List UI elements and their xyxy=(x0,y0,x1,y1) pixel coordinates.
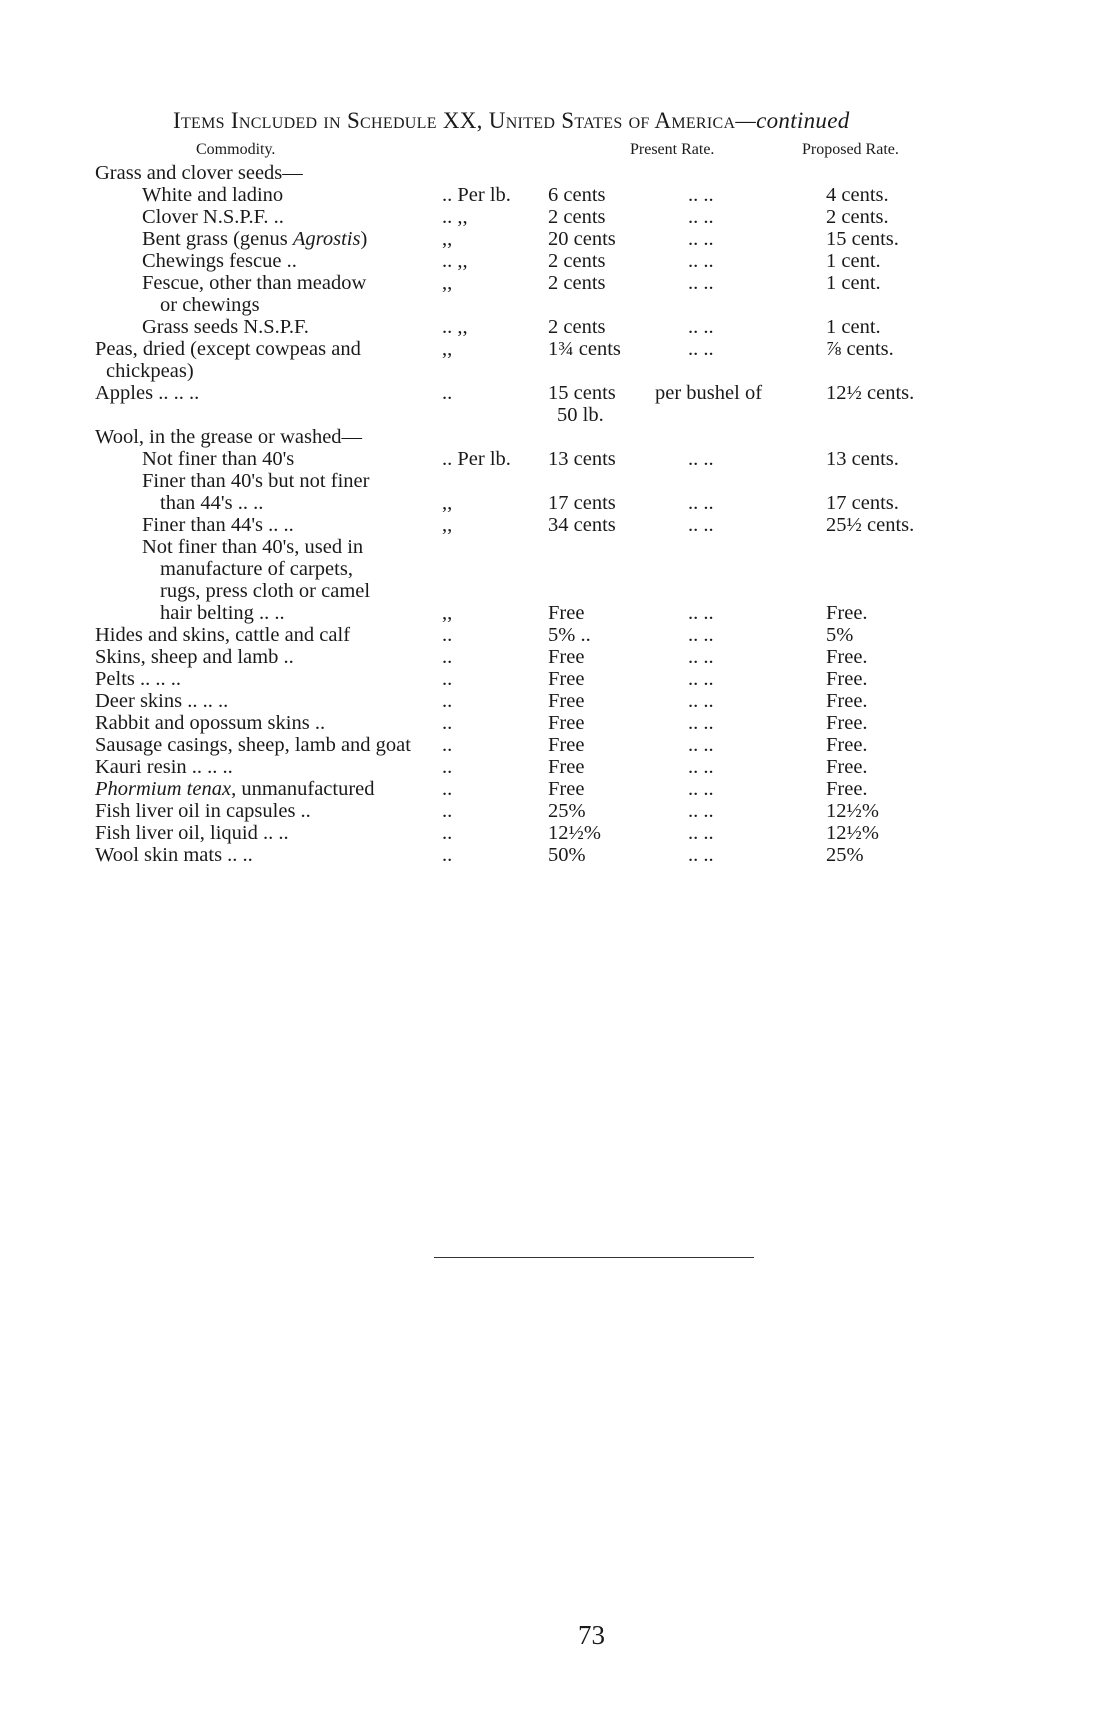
table-row xyxy=(0,624,1114,646)
proposed-rate-cell: 12½% xyxy=(826,822,879,844)
proposed-rate-cell: 15 cents. xyxy=(826,228,899,250)
proposed-rate-cell: 1 cent. xyxy=(826,272,881,294)
leader-cell: .. .. xyxy=(688,184,714,206)
leader-cell: .. .. xyxy=(688,822,714,844)
present-rate-cell: Free xyxy=(548,646,585,668)
unit-cell: .. xyxy=(442,646,453,668)
unit-cell: .. xyxy=(442,382,453,404)
unit-cell: .. xyxy=(442,756,453,778)
table-row xyxy=(0,822,1114,844)
commodity-cell: rugs, press cloth or camel xyxy=(160,580,371,602)
unit-cell: .. ,, xyxy=(442,250,468,272)
commodity-cell: Grass and clover seeds— xyxy=(95,162,303,184)
table-row xyxy=(0,536,1114,558)
proposed-rate-cell: 4 cents. xyxy=(826,184,889,206)
leader-cell: .. .. xyxy=(688,492,714,514)
table-row xyxy=(0,646,1114,668)
present-rate-cell: 12½% xyxy=(548,822,601,844)
table-row xyxy=(0,690,1114,712)
commodity-cell: Pelts .. .. .. xyxy=(95,668,181,690)
proposed-rate-cell: Free. xyxy=(826,734,868,756)
commodity-cell: Finer than 40's but not finer xyxy=(142,470,370,492)
proposed-rate-cell: 17 cents. xyxy=(826,492,899,514)
header-present-rate: Present Rate. xyxy=(630,141,715,158)
leader-cell: .. .. xyxy=(688,844,714,866)
present-rate-cell: Free xyxy=(548,712,585,734)
present-rate-cell: 6 cents xyxy=(548,184,606,206)
proposed-rate-cell: 25½ cents. xyxy=(826,514,915,536)
commodity-cell: Not finer than 40's, used in xyxy=(142,536,364,558)
leader-cell: .. .. xyxy=(688,690,714,712)
leader-cell: .. .. xyxy=(688,602,714,624)
present-rate-cell: 13 cents xyxy=(548,448,616,470)
unit-cell: .. xyxy=(442,778,453,800)
leader-cell: .. .. xyxy=(688,272,714,294)
commodity-cell: White and ladino xyxy=(142,184,284,206)
unit-cell: .. xyxy=(442,668,453,690)
proposed-rate-cell: 5% xyxy=(826,624,854,646)
unit-cell: .. Per lb. xyxy=(442,184,511,206)
unit-cell: .. xyxy=(442,822,453,844)
table-row xyxy=(0,602,1114,624)
present-rate-cell: 50% xyxy=(548,844,586,866)
commodity-cell: Phormium tenax, unmanufactured xyxy=(95,778,375,800)
proposed-rate-cell: ⅞ cents. xyxy=(826,338,894,360)
present-rate-cell: Free xyxy=(548,690,585,712)
commodity-cell: Hides and skins, cattle and calf xyxy=(95,624,351,646)
proposed-rate-cell: 12½% xyxy=(826,800,879,822)
leader-cell: .. .. xyxy=(688,756,714,778)
present-rate-cell: Free xyxy=(548,756,585,778)
table-row xyxy=(0,360,1114,382)
proposed-rate-cell: 1 cent. xyxy=(826,250,881,272)
commodity-cell: Bent grass (genus Agrostis) xyxy=(142,228,368,250)
present-rate-cell: 1¾ cents xyxy=(548,338,621,360)
commodity-cell: Fescue, other than meadow xyxy=(142,272,367,294)
table-row xyxy=(0,272,1114,294)
leader-cell: per bushel of xyxy=(655,382,763,404)
commodity-cell: Clover N.S.P.F. .. xyxy=(142,206,284,228)
table-row xyxy=(0,514,1114,536)
proposed-rate-cell: Free. xyxy=(826,712,868,734)
commodity-cell: chickpeas) xyxy=(106,360,194,382)
leader-cell: .. .. xyxy=(688,206,714,228)
header-commodity: Commodity. xyxy=(196,141,276,158)
table-row xyxy=(0,448,1114,470)
table-row xyxy=(0,756,1114,778)
table-row xyxy=(0,206,1114,228)
proposed-rate-cell: Free. xyxy=(826,756,868,778)
proposed-rate-cell: Free. xyxy=(826,668,868,690)
leader-cell: .. .. xyxy=(688,734,714,756)
present-rate-cell: 20 cents xyxy=(548,228,616,250)
leader-cell: .. .. xyxy=(688,316,714,338)
unit-cell: .. xyxy=(442,800,453,822)
leader-cell: .. .. xyxy=(688,624,714,646)
unit-cell: .. xyxy=(442,690,453,712)
table-row xyxy=(0,228,1114,250)
commodity-cell: Peas, dried (except cowpeas and xyxy=(95,338,361,360)
present-rate-cell: 2 cents xyxy=(548,272,606,294)
table-row xyxy=(0,778,1114,800)
leader-cell: .. .. xyxy=(688,338,714,360)
title-main: Items Included in Schedule XX, United States of America xyxy=(173,108,736,133)
unit-cell: .. ,, xyxy=(442,316,468,338)
leader-cell: .. .. xyxy=(688,668,714,690)
present-rate-cell: Free xyxy=(548,602,585,624)
present-rate-cell: 2 cents xyxy=(548,206,606,228)
commodity-cell: Not finer than 40's xyxy=(142,448,295,470)
table-row xyxy=(0,558,1114,580)
commodity-cell: hair belting .. .. xyxy=(160,602,285,624)
unit-cell: .. xyxy=(442,844,453,866)
table-row xyxy=(0,580,1114,602)
present-rate-cell: 34 cents xyxy=(548,514,616,536)
table-row xyxy=(0,426,1114,448)
present-rate-cell: 50 lb. xyxy=(557,404,604,426)
leader-cell: .. .. xyxy=(688,448,714,470)
unit-cell: ,, xyxy=(442,602,453,624)
table-row xyxy=(0,338,1114,360)
present-rate-cell: Free xyxy=(548,734,585,756)
present-rate-cell: 17 cents xyxy=(548,492,616,514)
commodity-cell: Wool, in the grease or washed— xyxy=(95,426,363,448)
commodity-cell: Sausage casings, sheep, lamb and goat xyxy=(95,734,411,756)
table-row xyxy=(0,800,1114,822)
table-row xyxy=(0,492,1114,514)
present-rate-cell: 2 cents xyxy=(548,250,606,272)
table-row xyxy=(0,668,1114,690)
header-proposed-rate: Proposed Rate. xyxy=(802,141,899,158)
commodity-cell: or chewings xyxy=(160,294,260,316)
table-row xyxy=(0,470,1114,492)
proposed-rate-cell: 2 cents. xyxy=(826,206,889,228)
leader-cell: .. .. xyxy=(688,712,714,734)
proposed-rate-cell: Free. xyxy=(826,778,868,800)
commodity-cell: Fish liver oil, liquid .. .. xyxy=(95,822,289,844)
unit-cell: .. ,, xyxy=(442,206,468,228)
present-rate-cell: 15 cents xyxy=(548,382,616,404)
table-row xyxy=(0,250,1114,272)
present-rate-cell: 25% xyxy=(548,800,586,822)
commodity-cell: Fish liver oil in capsules .. xyxy=(95,800,311,822)
bottom-divider xyxy=(434,1257,754,1258)
table-row xyxy=(0,162,1114,184)
leader-cell: .. .. xyxy=(688,514,714,536)
table-row xyxy=(0,734,1114,756)
proposed-rate-cell: 13 cents. xyxy=(826,448,899,470)
leader-cell: .. .. xyxy=(688,800,714,822)
proposed-rate-cell: Free. xyxy=(826,690,868,712)
table-row xyxy=(0,294,1114,316)
leader-cell: .. .. xyxy=(688,646,714,668)
page-number: 73 xyxy=(578,1620,605,1650)
table-row xyxy=(0,404,1114,426)
commodity-cell: Finer than 44's .. .. xyxy=(142,514,294,536)
table-row xyxy=(0,184,1114,206)
commodity-cell: Grass seeds N.S.P.F. xyxy=(142,316,309,338)
commodity-cell: Kauri resin .. .. .. xyxy=(95,756,233,778)
table-row xyxy=(0,382,1114,404)
title-continued: —continued xyxy=(735,108,850,133)
table-row xyxy=(0,712,1114,734)
unit-cell: ,, xyxy=(442,492,453,514)
proposed-rate-cell: 1 cent. xyxy=(826,316,881,338)
commodity-cell: Apples .. .. .. xyxy=(95,382,200,404)
proposed-rate-cell: Free. xyxy=(826,602,868,624)
unit-cell: .. xyxy=(442,734,453,756)
leader-cell: .. .. xyxy=(688,250,714,272)
present-rate-cell: Free xyxy=(548,668,585,690)
unit-cell: ,, xyxy=(442,228,453,250)
unit-cell: .. Per lb. xyxy=(442,448,511,470)
present-rate-cell: 5% .. xyxy=(548,624,591,646)
page-title xyxy=(173,108,850,134)
unit-cell: ,, xyxy=(442,272,453,294)
commodity-cell: than 44's .. .. xyxy=(160,492,264,514)
present-rate-cell: Free xyxy=(548,778,585,800)
commodity-cell: Deer skins .. .. .. xyxy=(95,690,229,712)
present-rate-cell: 2 cents xyxy=(548,316,606,338)
proposed-rate-cell: 25% xyxy=(826,844,864,866)
leader-cell: .. .. xyxy=(688,778,714,800)
proposed-rate-cell: Free. xyxy=(826,646,868,668)
proposed-rate-cell: 12½ cents. xyxy=(826,382,915,404)
commodity-cell: Skins, sheep and lamb .. xyxy=(95,646,294,668)
table-row xyxy=(0,844,1114,866)
unit-cell: .. xyxy=(442,624,453,646)
unit-cell: ,, xyxy=(442,514,453,536)
table-row xyxy=(0,316,1114,338)
commodity-cell: manufacture of carpets, xyxy=(160,558,353,580)
unit-cell: .. xyxy=(442,712,453,734)
commodity-cell: Wool skin mats .. .. xyxy=(95,844,253,866)
unit-cell: ,, xyxy=(442,338,453,360)
leader-cell: .. .. xyxy=(688,228,714,250)
commodity-cell: Chewings fescue .. xyxy=(142,250,297,272)
commodity-cell: Rabbit and opossum skins .. xyxy=(95,712,326,734)
